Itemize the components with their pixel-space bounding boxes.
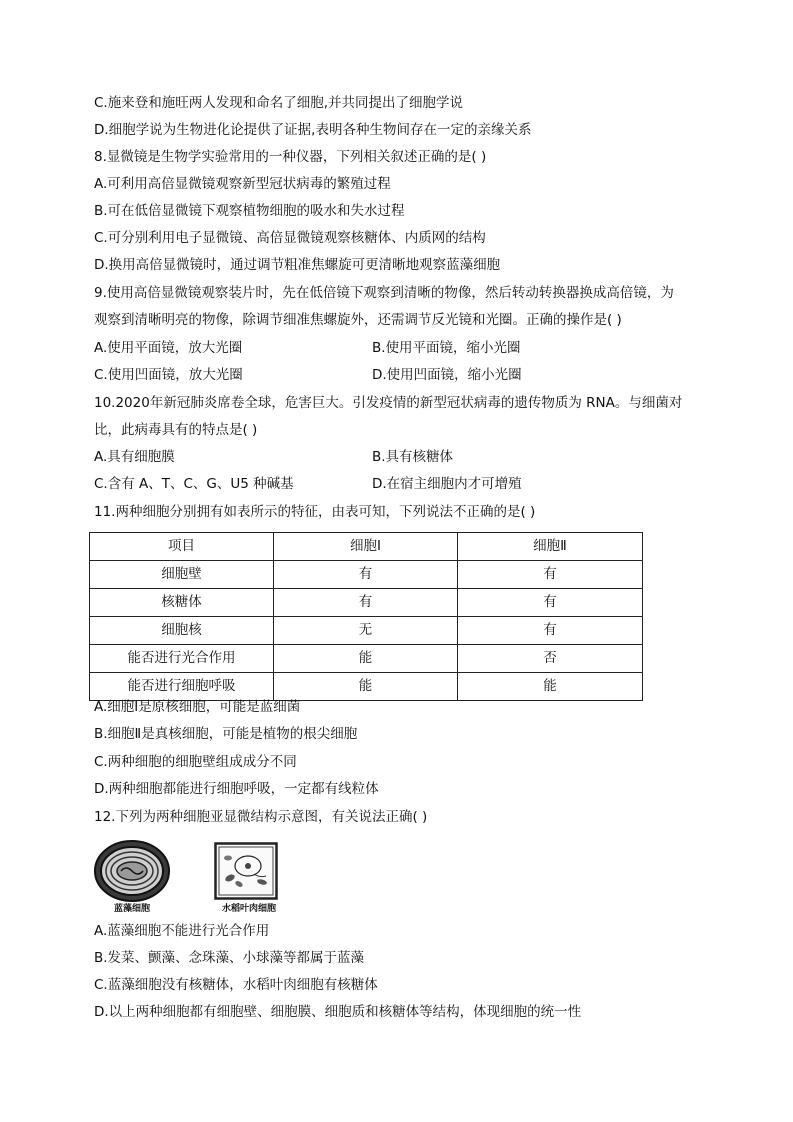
table-cell: 核糖体: [90, 589, 274, 617]
table-cell: 有: [458, 589, 643, 617]
q9-option-d: D.使用凹面镜，缩小光圈: [372, 367, 522, 383]
table-cell: 细胞壁: [90, 561, 274, 589]
q9-option-c: C.使用凹面镜，放大光圈: [94, 367, 243, 383]
table-row: [90, 589, 643, 617]
question-9-line-1: 9.使用高倍显微镜观察装片时，先在低倍镜下观察到清晰的物像，然后转动转换器换成高倍镜，为: [94, 285, 674, 301]
q12-option-b: B.发菜、颤藻、念珠藻、小球藻等都属于蓝藻: [94, 950, 365, 966]
table-cell: 能: [274, 673, 458, 701]
q11-option-a: A.细胞Ⅰ是原核细胞，可能是蓝细菌: [94, 699, 301, 715]
table-header-cell: 细胞Ⅱ: [458, 533, 643, 561]
q12-option-c: C.蓝藻细胞没有核糖体，水稻叶肉细胞有核糖体: [94, 977, 378, 993]
q12-option-a: A.蓝藻细胞不能进行光合作用: [94, 923, 270, 939]
q9-option-a: A.使用平面镜，放大光圈: [94, 340, 243, 356]
table-row: [90, 673, 643, 701]
table-row: [90, 561, 643, 589]
table-cell: 能: [274, 645, 458, 673]
q8-option-a: A.可利用高倍显微镜观察新型冠状病毒的繁殖过程: [94, 176, 391, 192]
table-cell: 细胞核: [90, 617, 274, 645]
table-cell: 有: [274, 589, 458, 617]
cell-comparison-table: [89, 532, 643, 701]
question-11: 11.两种细胞分别拥有如表所示的特征，由表可知，下列说法不正确的是( ): [94, 504, 536, 520]
rice-cell-caption: 水稻叶肉细胞: [222, 904, 277, 914]
q12-option-d: D.以上两种细胞都有细胞壁、细胞膜、细胞质和核糖体等结构，体现细胞的统一性: [94, 1004, 582, 1020]
q8-option-b: B.可在低倍显微镜下观察植物细胞的吸水和失水过程: [94, 203, 405, 219]
table-cell: 否: [458, 645, 643, 673]
table-cell: 有: [274, 561, 458, 589]
question-9-line-2: 观察到清晰明亮的物像，除调节细准焦螺旋外，还需调节反光镜和光圈。正确的操作是( ): [94, 312, 622, 328]
q10-option-a: A.具有细胞膜: [94, 449, 175, 465]
cyanobacteria-cell-figure: [93, 839, 171, 903]
table-cell: 能否进行细胞呼吸: [90, 673, 274, 701]
question-8: 8.显微镜是生物学实验常用的一种仪器，下列相关叙述正确的是( ): [94, 149, 487, 165]
table-row: [90, 617, 643, 645]
q9-option-b: B.使用平面镜，缩小光圈: [372, 340, 521, 356]
rice-mesophyll-cell-figure: [214, 842, 278, 900]
q11-option-d: D.两种细胞都能进行细胞呼吸，一定都有线粒体: [94, 781, 379, 797]
q10-option-b: B.具有核糖体: [372, 449, 454, 465]
question-12: 12.下列为两种细胞亚显微结构示意图，有关说法正确( ): [94, 809, 428, 825]
table-header-cell: 细胞Ⅰ: [274, 533, 458, 561]
q11-option-b: B.细胞Ⅱ是真核细胞，可能是植物的根尖细胞: [94, 726, 358, 742]
q10-option-c: C.含有 A、T、C、G、U5 种碱基: [94, 476, 294, 492]
table-cell: 能否进行光合作用: [90, 645, 274, 673]
table-row: [90, 645, 643, 673]
option-c-prev: C.施来登和施旺两人发现和命名了细胞,并共同提出了细胞学说: [94, 95, 464, 111]
table-header-row: [90, 533, 643, 561]
cyanobacteria-caption: 蓝藻细胞: [114, 904, 151, 914]
table-cell: 有: [458, 561, 643, 589]
question-10-line-1: 10.2020年新冠肺炎席卷全球，危害巨大。引发疫情的新型冠状病毒的遗传物质为 RNA。与细菌对: [94, 395, 683, 411]
table-cell: 有: [458, 617, 643, 645]
q8-option-d: D.换用高倍显微镜时，通过调节粗准焦螺旋可更清晰地观察蓝藻细胞: [94, 257, 501, 273]
question-10-line-2: 比，此病毒具有的特点是( ): [94, 422, 258, 438]
q8-option-c: C.可分别利用电子显微镜、高倍显微镜观察核糖体、内质网的结构: [94, 230, 486, 246]
table-cell: 能: [458, 673, 643, 701]
q10-option-d: D.在宿主细胞内才可增殖: [372, 476, 522, 492]
table-header-cell: 项目: [90, 533, 274, 561]
q11-option-c: C.两种细胞的细胞壁组成成分不同: [94, 754, 297, 770]
option-d-prev: D.细胞学说为生物进化论提供了证据,表明各种生物间存在一定的亲缘关系: [94, 122, 532, 138]
table-cell: 无: [274, 617, 458, 645]
